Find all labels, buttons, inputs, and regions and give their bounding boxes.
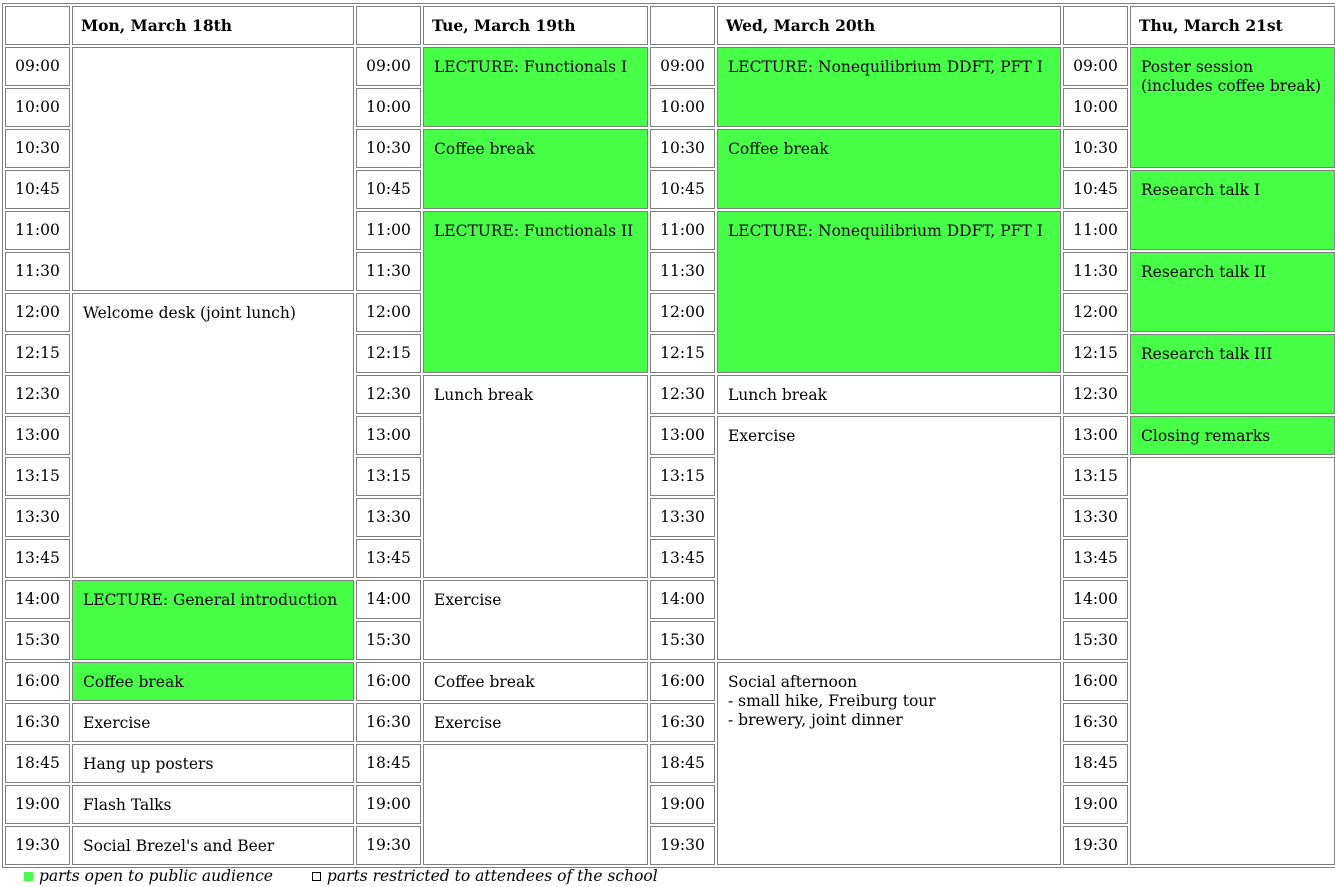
legend-public-label: parts open to public audience	[39, 867, 273, 885]
time-header-cell	[650, 6, 715, 45]
event-cell	[1130, 334, 1335, 414]
time-cell: 14:00	[1063, 580, 1128, 619]
event-label: Hang up posters	[83, 755, 214, 773]
time-cell: 18:45	[650, 744, 715, 783]
schedule-table	[2, 3, 1335, 868]
time-cell: 13:15	[5, 457, 70, 496]
time-cell: 10:45	[5, 170, 70, 209]
legend	[24, 866, 692, 886]
time-cell: 13:00	[650, 416, 715, 455]
time-cell: 09:00	[5, 47, 70, 86]
event-cell	[423, 211, 648, 373]
event-label: Coffee break	[728, 140, 829, 158]
time-cell: 14:00	[5, 580, 70, 619]
time-cell: 13:45	[1063, 539, 1128, 578]
time-cell: 19:30	[5, 826, 70, 865]
event-cell	[423, 580, 648, 660]
time-cell: 13:45	[356, 539, 421, 578]
time-cell: 16:00	[1063, 662, 1128, 701]
empty-slot	[1130, 457, 1335, 865]
event-label: Social Brezel's and Beer	[83, 837, 275, 855]
event-label: LECTURE: Functionals II	[434, 222, 634, 240]
time-cell: 16:00	[650, 662, 715, 701]
time-cell: 12:30	[356, 375, 421, 414]
time-header-cell	[356, 6, 421, 45]
time-cell: 13:30	[356, 498, 421, 537]
event-label: Coffee break	[83, 673, 184, 691]
event-cell	[423, 703, 648, 742]
time-cell: 13:30	[1063, 498, 1128, 537]
event-cell	[1130, 252, 1335, 332]
event-cell	[717, 47, 1061, 127]
time-cell: 13:15	[650, 457, 715, 496]
event-label: LECTURE: Functionals I	[434, 58, 628, 76]
time-cell: 12:00	[5, 293, 70, 332]
empty-slot	[423, 744, 648, 865]
time-cell: 12:15	[650, 334, 715, 373]
empty-slot	[72, 47, 354, 291]
event-cell	[72, 703, 354, 742]
time-cell: 12:30	[1063, 375, 1128, 414]
time-cell: 16:00	[5, 662, 70, 701]
time-cell: 10:30	[5, 129, 70, 168]
event-cell	[1130, 170, 1335, 250]
time-cell: 11:00	[1063, 211, 1128, 250]
time-cell: 15:30	[356, 621, 421, 660]
time-cell: 11:30	[356, 252, 421, 291]
time-cell: 19:30	[356, 826, 421, 865]
table-row	[5, 47, 1335, 86]
time-cell: 13:30	[650, 498, 715, 537]
event-label: Welcome desk (joint lunch)	[83, 304, 296, 322]
time-cell: 13:00	[1063, 416, 1128, 455]
time-cell: 09:00	[1063, 47, 1128, 86]
event-label: Research talk II	[1141, 263, 1267, 281]
time-header-cell	[5, 6, 70, 45]
time-cell: 13:15	[356, 457, 421, 496]
time-cell: 12:15	[356, 334, 421, 373]
time-cell: 15:30	[650, 621, 715, 660]
time-cell: 12:00	[650, 293, 715, 332]
time-cell: 12:00	[356, 293, 421, 332]
time-cell: 19:30	[1063, 826, 1128, 865]
time-cell: 19:00	[1063, 785, 1128, 824]
time-cell: 10:45	[650, 170, 715, 209]
event-cell	[423, 375, 648, 578]
time-cell: 12:00	[1063, 293, 1128, 332]
time-cell: 13:00	[5, 416, 70, 455]
event-cell	[717, 129, 1061, 209]
event-label: Exercise	[83, 714, 151, 732]
time-cell: 12:30	[5, 375, 70, 414]
event-label: Exercise	[434, 591, 502, 609]
time-cell: 16:30	[650, 703, 715, 742]
time-cell: 10:45	[356, 170, 421, 209]
time-cell: 12:15	[5, 334, 70, 373]
time-cell: 13:45	[5, 539, 70, 578]
event-cell	[423, 129, 648, 209]
time-cell: 19:00	[356, 785, 421, 824]
event-label: Poster session (includes coffee break)	[1141, 58, 1322, 95]
event-label: Social afternoon - small hike, Freiburg tour - brewery, joint dinner	[728, 673, 936, 729]
event-cell	[72, 785, 354, 824]
time-cell: 10:45	[1063, 170, 1128, 209]
event-cell	[72, 662, 354, 701]
time-cell: 16:30	[5, 703, 70, 742]
time-cell: 18:45	[5, 744, 70, 783]
time-cell: 12:15	[1063, 334, 1128, 373]
event-label: LECTURE: Nonequilibrium DDFT, PFT I	[728, 58, 1043, 76]
time-cell: 16:00	[356, 662, 421, 701]
event-cell	[72, 580, 354, 660]
event-cell	[1130, 416, 1335, 455]
time-cell: 10:30	[1063, 129, 1128, 168]
time-cell: 19:00	[5, 785, 70, 824]
event-label: Lunch break	[434, 386, 533, 404]
time-cell: 10:00	[5, 88, 70, 127]
time-cell: 11:00	[650, 211, 715, 250]
event-label: Flash Talks	[83, 796, 172, 814]
time-cell: 10:00	[650, 88, 715, 127]
event-label: Lunch break	[728, 386, 827, 404]
time-cell: 15:30	[5, 621, 70, 660]
time-cell: 14:00	[650, 580, 715, 619]
time-cell: 10:00	[1063, 88, 1128, 127]
time-cell: 11:30	[5, 252, 70, 291]
time-cell: 10:30	[650, 129, 715, 168]
time-cell: 14:00	[356, 580, 421, 619]
time-cell: 18:45	[1063, 744, 1128, 783]
time-cell: 13:15	[1063, 457, 1128, 496]
time-header-cell	[1063, 6, 1128, 45]
day-header: Thu, March 21st	[1130, 6, 1335, 45]
event-label: Closing remarks	[1141, 427, 1271, 445]
day-header: Mon, March 18th	[72, 6, 354, 45]
event-label: Exercise	[434, 714, 502, 732]
legend-restricted	[312, 866, 658, 886]
event-cell	[717, 211, 1061, 373]
event-label: Exercise	[728, 427, 796, 445]
event-cell	[423, 662, 648, 701]
time-cell: 18:45	[356, 744, 421, 783]
time-cell: 15:30	[1063, 621, 1128, 660]
day-header: Wed, March 20th	[717, 6, 1061, 45]
time-cell: 11:30	[1063, 252, 1128, 291]
event-label: LECTURE: General introduction	[83, 591, 338, 609]
event-cell	[72, 826, 354, 865]
event-cell	[72, 744, 354, 783]
time-cell: 10:00	[356, 88, 421, 127]
day-header: Tue, March 19th	[423, 6, 648, 45]
time-cell: 16:30	[356, 703, 421, 742]
time-cell: 13:30	[5, 498, 70, 537]
event-label: LECTURE: Nonequilibrium DDFT, PFT I	[728, 222, 1043, 240]
time-cell: 11:00	[356, 211, 421, 250]
event-label: Research talk III	[1141, 345, 1273, 363]
time-cell: 13:45	[650, 539, 715, 578]
header-row	[5, 6, 1335, 45]
event-cell	[717, 416, 1061, 660]
time-cell: 19:30	[650, 826, 715, 865]
restricted-swatch-icon	[312, 872, 321, 881]
time-cell: 19:00	[650, 785, 715, 824]
time-cell: 09:00	[356, 47, 421, 86]
legend-public	[24, 866, 273, 886]
event-label: Research talk I	[1141, 181, 1261, 199]
event-cell	[1130, 47, 1335, 168]
event-cell	[717, 375, 1061, 414]
event-cell	[72, 293, 354, 578]
event-label: Coffee break	[434, 140, 535, 158]
time-cell: 11:30	[650, 252, 715, 291]
event-label: Coffee break	[434, 673, 535, 691]
time-cell: 16:30	[1063, 703, 1128, 742]
event-cell	[423, 47, 648, 127]
time-cell: 11:00	[5, 211, 70, 250]
time-cell: 12:30	[650, 375, 715, 414]
time-cell: 13:00	[356, 416, 421, 455]
time-cell: 10:30	[356, 129, 421, 168]
legend-restricted-label: parts restricted to attendees of the school	[326, 867, 658, 885]
event-cell	[717, 662, 1061, 865]
public-swatch-icon	[24, 872, 33, 881]
time-cell: 09:00	[650, 47, 715, 86]
